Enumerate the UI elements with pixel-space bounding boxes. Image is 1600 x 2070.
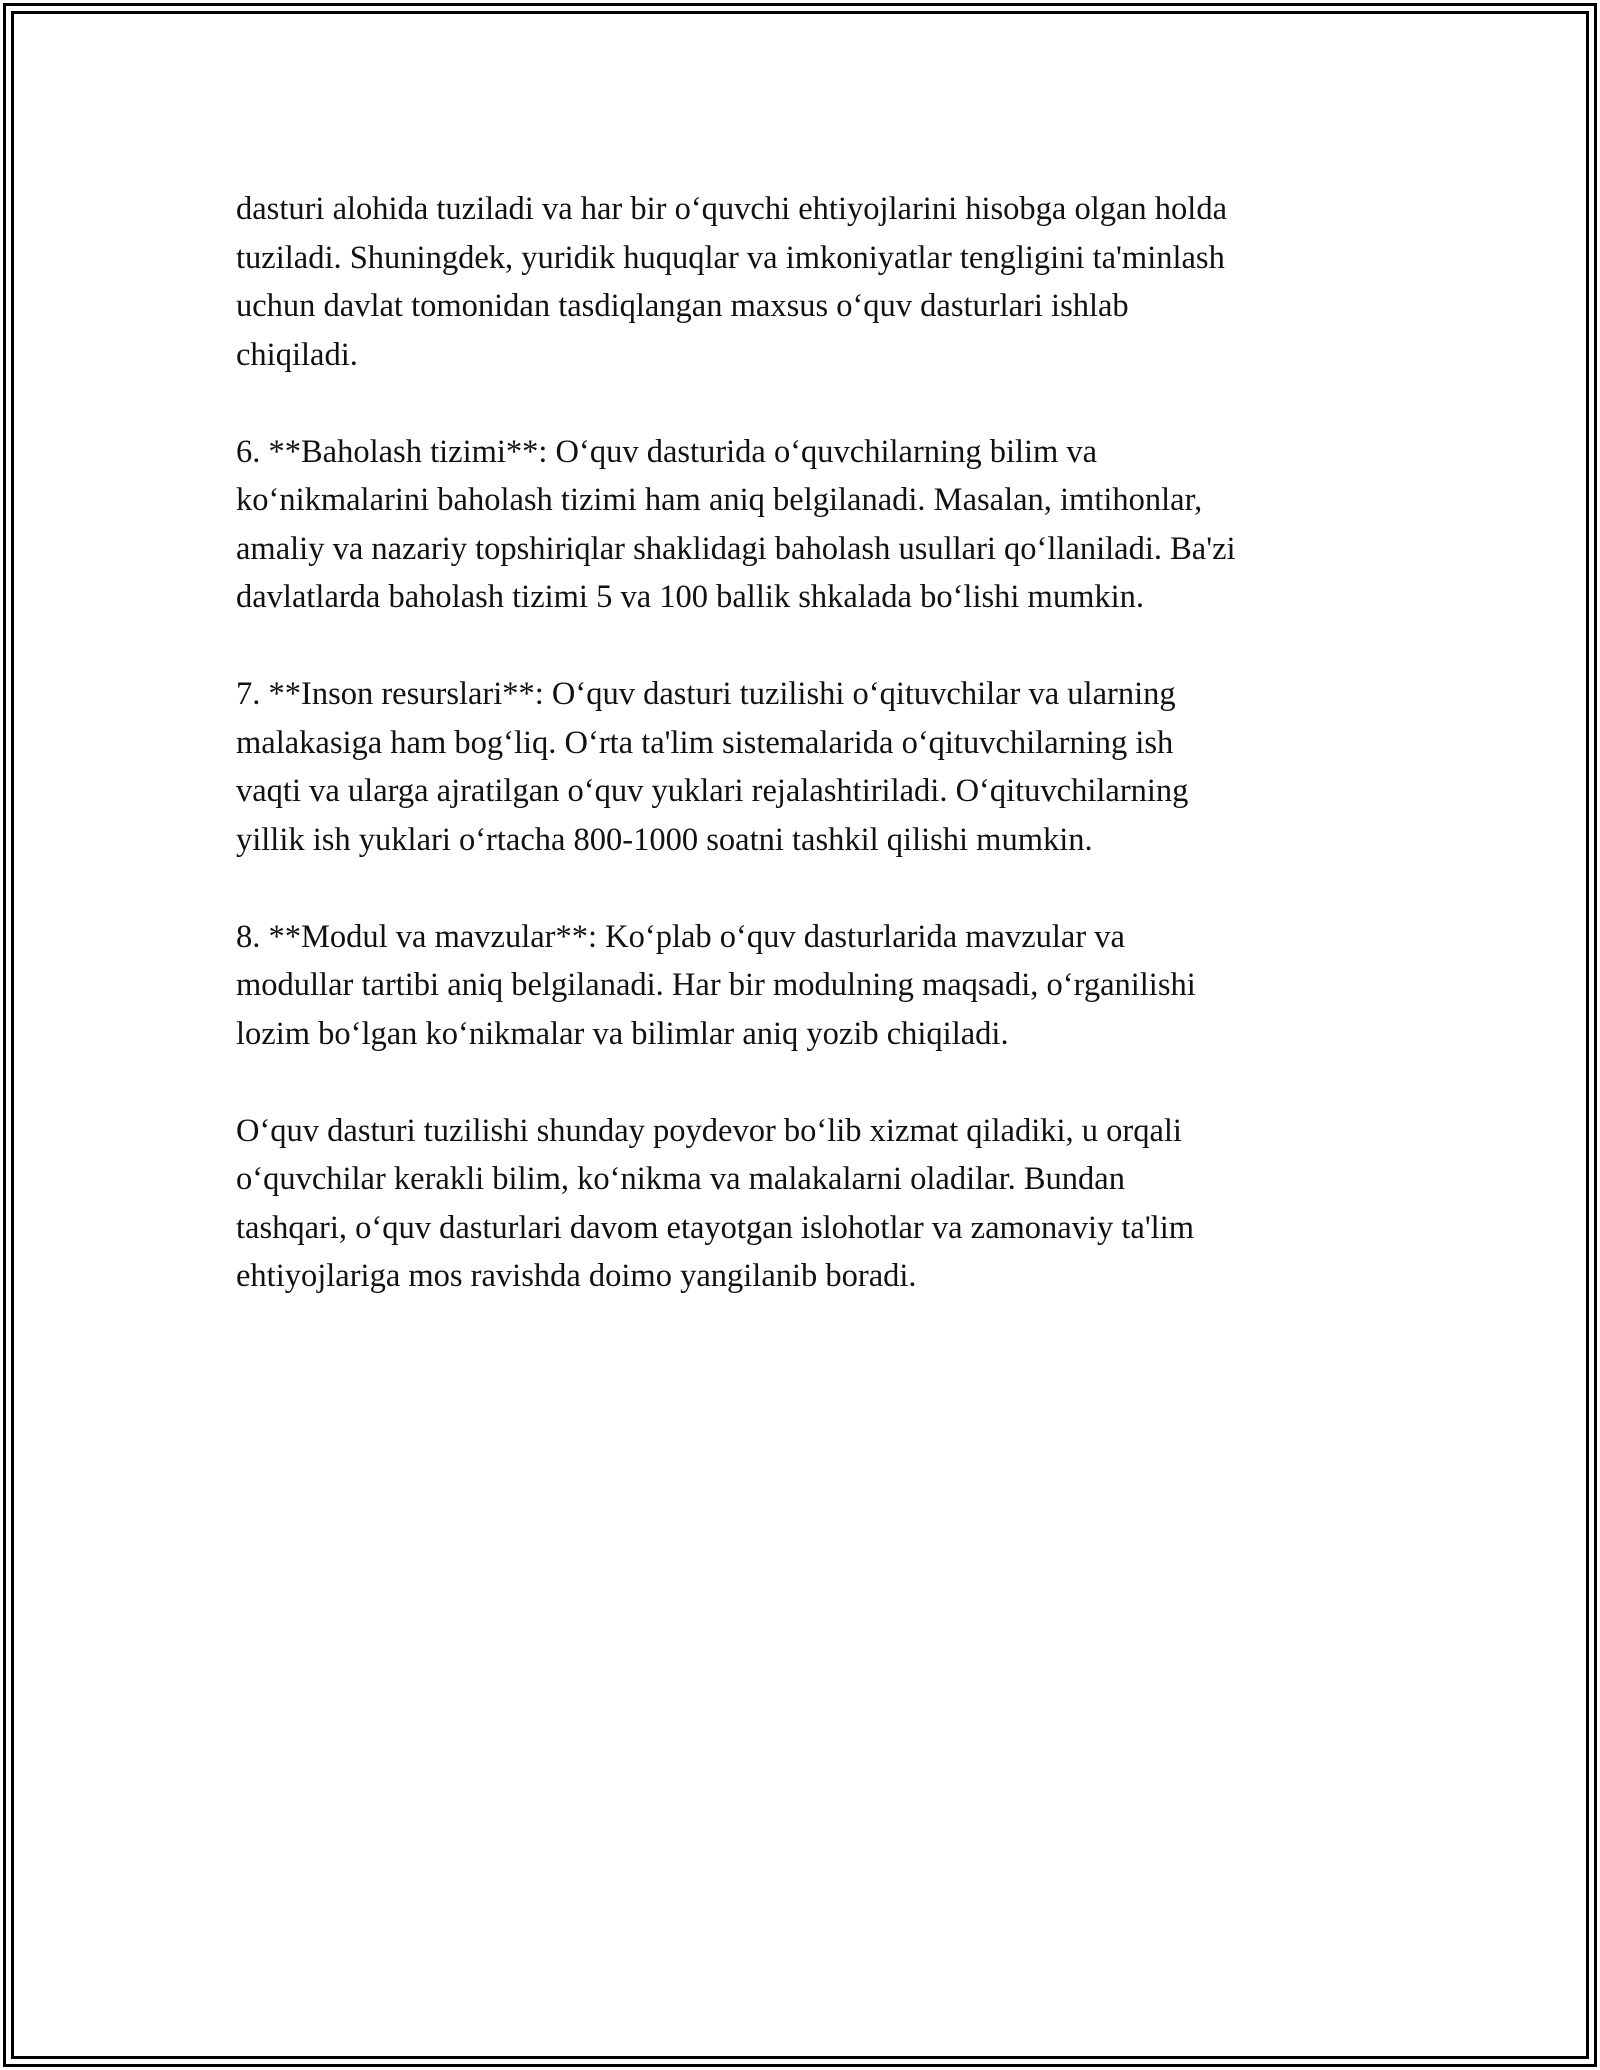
paragraph-inson-resurslari: 7. **Inson resurslari**: O‘quv dasturi tuzilishi o‘qituvchilar va ularning malakasiga ham bog‘liq. O‘rta ta'lim sistemalarida o‘qituvchilarning ish vaqti va ularga ajratilgan o‘quv yuklari rejalashtiriladi. O‘qituvchilarning yillik ish yuklari o‘rtacha 800-1000 soatni tashkil qilishi mumkin. [236,676,1189,858]
paragraph-baholash-tizimi: 6. **Baholash tizimi**: O‘quv dasturida o‘quvchilarning bilim va ko‘nikmalarini baholash tizimi ham aniq belgilanadi. Masalan, imtihonlar, amaliy va nazariy topshiriqlar shaklidagi baholash usullari qo‘llaniladi. Ba'zi davlatlarda baholash tizimi 5 va 100 ballik shkalada bo‘lishi mumkin. [236,433,1236,615]
paragraph-conclusion: O‘quv dasturi tuzilishi shunday poydevor bo‘lib xizmat qiladiki, u orqali o‘quvchilar kerakli bilim, ko‘nikma va malakalarni oladilar. Bundan tashqari, o‘quv dasturlari davom etayotgan islohotlar va zamonaviy ta'lim ehtiyojlariga mos ravishda doimo yangilanib boradi. [236,1112,1195,1294]
document-body [236,185,1376,1349]
paragraph-modul-va-mavzular: 8. **Modul va mavzular**: Ko‘plab o‘quv dasturlarida mavzular va modullar tartibi aniq belgilanadi. Har bir modulning maqsadi, o‘rganilishi lozim bo‘lgan ko‘nikmalar va bilimlar aniq yozib chiqiladi. [236,918,1196,1052]
paragraph-continuation: dasturi alohida tuziladi va har bir o‘quvchi ehtiyojlarini hisobga olgan holda tuziladi. Shuningdek, yuridik huquqlar va imkoniyatlar tengligini ta'minlash uchun davlat tomonidan tasdiqlangan maxsus o‘quv dasturlari ishlab chiqiladi. [236,191,1227,373]
